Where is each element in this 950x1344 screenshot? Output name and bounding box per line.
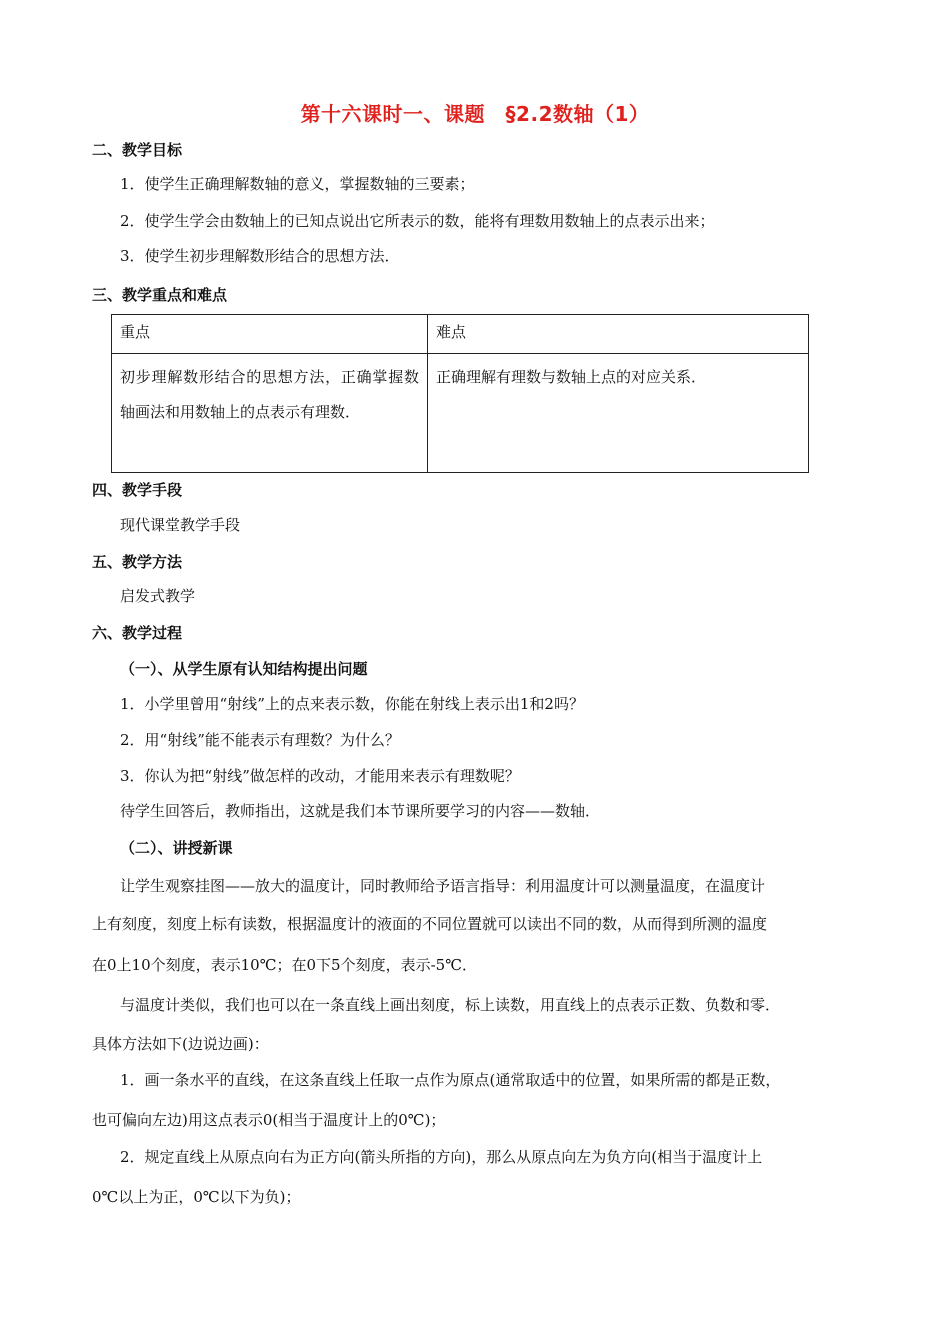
paragraph-line: 2．规定直线上从原点向右为正方向(箭头所指的方向)，那么从原点向左为负方向(相当于温度计上 <box>120 1148 763 1166</box>
table-header-key: 重点 <box>112 315 428 354</box>
paragraph-line: 具体方法如下(边说边画)： <box>92 1035 269 1053</box>
question-item: 1．小学里曾用“射线”上的点来表示数，你能在射线上表示出1和2吗？ <box>120 695 584 713</box>
paragraph-line: 也可偏向左边)用这点表示0(相当于温度计上的0℃)； <box>92 1111 446 1129</box>
method-text: 启发式教学 <box>120 587 196 605</box>
objective-item: 3．使学生初步理解数形结合的思想方法． <box>120 247 400 265</box>
table-cell-difficult: 正确理解有理数与数轴上点的对应关系． <box>428 354 809 473</box>
section-heading-key-points: 三、教学重点和难点 <box>92 286 228 304</box>
question-item: 3．你认为把“射线”做怎样的改动，才能用来表示有理数呢？ <box>120 767 520 785</box>
paragraph-line: 让学生观察挂图——放大的温度计，同时教师给予语言指导：利用温度计可以测量温度，在温度计 <box>120 877 766 895</box>
paragraph-line: 与温度计类似，我们也可以在一条直线上画出刻度，标上读数，用直线上的点表示正数、负数和零． <box>120 996 781 1014</box>
section-heading-method: 五、教学方法 <box>92 553 183 571</box>
section-heading-objectives: 二、教学目标 <box>92 141 183 159</box>
question-summary: 待学生回答后，教师指出，这就是我们本节课所要学习的内容——数轴． <box>120 802 601 820</box>
document-title: 第十六课时一、课题 §2.2数轴（1） <box>300 102 650 126</box>
objective-item: 2．使学生学会由数轴上的已知点说出它所表示的数，能将有理数用数轴上的点表示出来； <box>120 212 715 230</box>
key-points-table <box>111 314 809 473</box>
paragraph-line: 在0上10个刻度，表示10℃；在0下5个刻度，表示-5℃． <box>92 956 477 974</box>
objective-item: 1．使学生正确理解数轴的意义，掌握数轴的三要素； <box>120 175 475 193</box>
paragraph-line: 1．画一条水平的直线，在这条直线上任取一点作为原点(通常取适中的位置，如果所需的都是正数， <box>120 1071 781 1089</box>
section-heading-process: 六、教学过程 <box>92 624 183 642</box>
paragraph-line: 0℃以上为正，0℃以下为负)； <box>92 1188 301 1206</box>
question-item: 2．用“射线”能不能表示有理数？为什么？ <box>120 731 400 749</box>
paragraph-line: 上有刻度，刻度上标有读数，根据温度计的液面的不同位置就可以读出不同的数，从而得到所测的温度 <box>92 915 768 933</box>
table-cell-key: 初步理解数形结合的思想方法，正确掌握数轴画法和用数轴上的点表示有理数． <box>112 354 428 473</box>
section-heading-means: 四、教学手段 <box>92 481 183 499</box>
subsection-heading-new-lesson: （二）、讲授新课 <box>120 839 233 857</box>
subsection-heading-questions: （一）、从学生原有认知结构提出问题 <box>120 660 368 678</box>
means-text: 现代课堂教学手段 <box>120 516 241 534</box>
table-header-difficult: 难点 <box>428 315 809 354</box>
